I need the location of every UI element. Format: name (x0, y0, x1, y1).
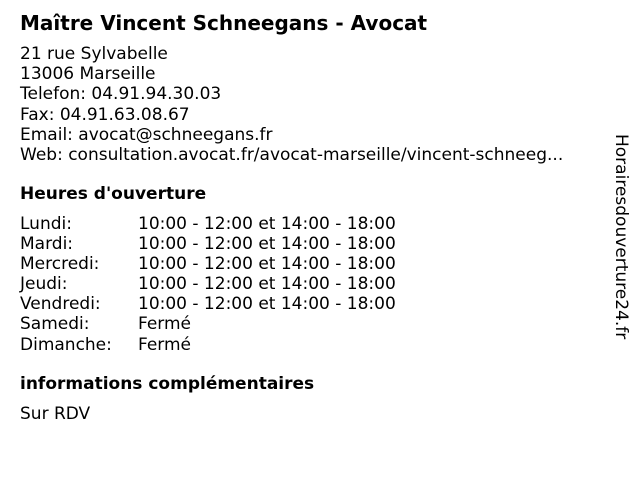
hours-time: 10:00 - 12:00 et 14:00 - 18:00 (138, 294, 396, 315)
info-text: Sur RDV (20, 404, 91, 424)
hours-row-thursday (20, 274, 396, 294)
website-url: Web: consultation.avocat.fr/avocat-marseille/vincent-schneeg... (20, 145, 564, 166)
hours-day: Mercredi: (20, 254, 100, 275)
fax-number: Fax: 04.91.63.08.67 (20, 104, 190, 125)
hours-time: 10:00 - 12:00 et 14:00 - 18:00 (138, 234, 396, 255)
hours-day: Lundi: (20, 214, 72, 234)
hours-time: Fermé (138, 334, 192, 355)
hours-time: 10:00 - 12:00 et 14:00 - 18:00 (138, 254, 396, 275)
hours-day: Dimanche: (20, 334, 112, 355)
hours-day: Samedi: (20, 314, 90, 335)
hours-time: 10:00 - 12:00 et 14:00 - 18:00 (138, 214, 396, 234)
hours-row-sunday (20, 335, 396, 355)
address-city: 13006 Marseille (20, 64, 156, 85)
hours-day: Vendredi: (20, 294, 101, 315)
info-heading: informations complémentaires (20, 374, 315, 394)
hours-time: 10:00 - 12:00 et 14:00 - 18:00 (138, 274, 396, 295)
hours-row-saturday (20, 314, 396, 334)
email-address: Email: avocat@schneegans.fr (20, 124, 273, 145)
phone-number: Telefon: 04.91.94.30.03 (20, 84, 222, 105)
contact-block (20, 44, 563, 165)
site-watermark: Horairesdouverture24.fr (611, 134, 631, 340)
hours-day: Jeudi: (20, 274, 68, 295)
address-street: 21 rue Sylvabelle (20, 44, 168, 64)
hours-row-tuesday (20, 234, 396, 254)
hours-row-monday (20, 214, 396, 234)
hours-heading: Heures d'ouverture (20, 184, 207, 204)
hours-row-friday (20, 294, 396, 314)
hours-table (20, 214, 396, 355)
hours-time: Fermé (138, 314, 192, 335)
hours-day: Mardi: (20, 234, 74, 255)
hours-row-wednesday (20, 254, 396, 274)
business-name: Maître Vincent Schneegans - Avocat (20, 11, 428, 35)
